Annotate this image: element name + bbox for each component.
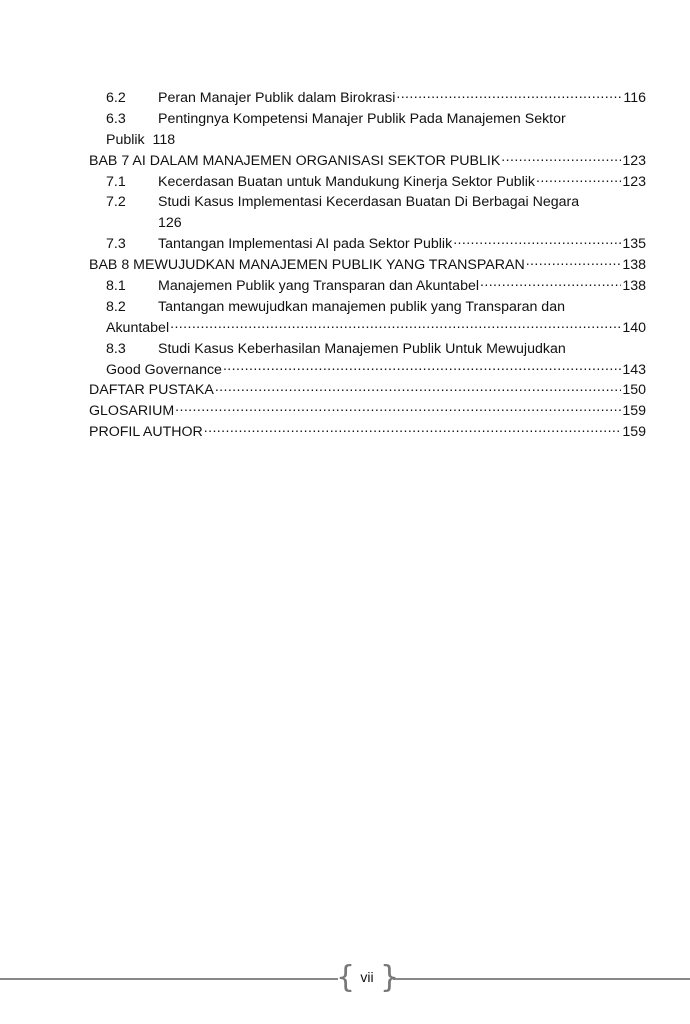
footer-page-number: vii (360, 969, 374, 985)
entry-title: Pentingnya Kompetensi Manajer Publik Pada Manajemen Sektor (158, 110, 566, 127)
entry-title-continued: Akuntabel (106, 319, 170, 336)
toc-entry-continuation[interactable] (89, 318, 646, 339)
dot-leader (215, 380, 622, 394)
dot-leader (453, 234, 621, 248)
toc-entry[interactable] (89, 172, 646, 193)
toc-entry-continuation[interactable] (89, 360, 646, 381)
entry-title-continued: Publik 118 (106, 131, 176, 148)
page-number: 123 (622, 173, 646, 190)
section-number: 8.2 (106, 298, 126, 315)
section-number: 8.3 (106, 340, 126, 357)
toc-chapter[interactable] (89, 422, 646, 443)
section-number: 7.2 (106, 194, 126, 211)
chapter-title: PROFIL AUTHOR (89, 424, 203, 441)
page-number: 159 (622, 424, 646, 441)
dot-leader (526, 255, 622, 269)
toc-chapter[interactable] (89, 151, 646, 172)
right-brace-icon: } (380, 960, 400, 995)
section-number: 6.3 (106, 110, 126, 127)
dot-leader (223, 360, 621, 374)
toc-entry[interactable] (89, 234, 646, 255)
entry-title-continued: Good Governance (106, 361, 222, 378)
footer-rule-left (0, 978, 338, 980)
dot-leader (536, 172, 621, 186)
page-number: 135 (622, 236, 646, 253)
section-number: 8.1 (106, 278, 126, 295)
entry-title: Peran Manajer Publik dalam Birokrasi (158, 90, 396, 106)
chapter-title: BAB 8 MEWUJUDKAN MANAJEMEN PUBLIK YANG TRANSPARAN (89, 257, 525, 274)
dot-leader (204, 422, 622, 436)
chapter-title: BAB 7 AI DALAM MANAJEMEN ORGANISASI SEKTOR PUBLIK (89, 152, 501, 169)
toc-entry-continuation[interactable] (89, 130, 646, 151)
toc-entry[interactable] (89, 276, 646, 297)
entry-title: Tantangan Implementasi AI pada Sektor Publik (158, 236, 453, 253)
toc-chapter[interactable] (89, 401, 646, 422)
page-number: 138 (622, 278, 646, 295)
dot-leader (501, 151, 621, 165)
footer-rule-right (393, 978, 690, 980)
section-number: 7.1 (106, 173, 126, 190)
dot-leader (480, 276, 621, 290)
toc-entry[interactable] (89, 192, 646, 213)
toc-entry-continuation[interactable] (89, 213, 646, 234)
page-number: 150 (622, 382, 646, 399)
page-number: 143 (622, 361, 646, 378)
page-number: 116 (623, 90, 646, 106)
page-footer (0, 962, 690, 996)
toc-entry[interactable] (89, 109, 646, 130)
entry-title: Studi Kasus Keberhasilan Manajemen Publik Untuk Mewujudkan (158, 340, 566, 357)
toc-entry[interactable] (89, 339, 646, 360)
left-brace-icon: { (336, 960, 356, 995)
chapter-title: GLOSARIUM (89, 403, 175, 420)
dot-leader (175, 401, 621, 415)
entry-title: Studi Kasus Implementasi Kecerdasan Buatan Di Berbagai Negara (158, 194, 580, 211)
page-number: 138 (622, 257, 646, 274)
dot-leader (170, 318, 621, 332)
page-number: 159 (622, 403, 646, 420)
toc-entry[interactable] (89, 88, 646, 109)
dot-leader (396, 88, 622, 102)
entry-title: Manajemen Publik yang Transparan dan Akuntabel (158, 278, 480, 295)
entry-title: Tantangan mewujudkan manajemen publik yang Transparan dan (158, 298, 565, 315)
table-of-contents (89, 88, 646, 443)
toc-chapter[interactable] (89, 255, 646, 276)
page-number: 123 (622, 152, 646, 169)
toc-entry[interactable] (89, 297, 646, 318)
page-number: 140 (622, 319, 646, 336)
chapter-title: DAFTAR PUSTAKA (89, 382, 214, 399)
section-number: 7.3 (106, 236, 126, 253)
section-number: 6.2 (106, 90, 126, 106)
entry-title: Kecerdasan Buatan untuk Mandukung Kinerja Sektor Publik (158, 173, 535, 190)
page-number: 126 (158, 215, 182, 232)
toc-chapter[interactable] (89, 380, 646, 401)
